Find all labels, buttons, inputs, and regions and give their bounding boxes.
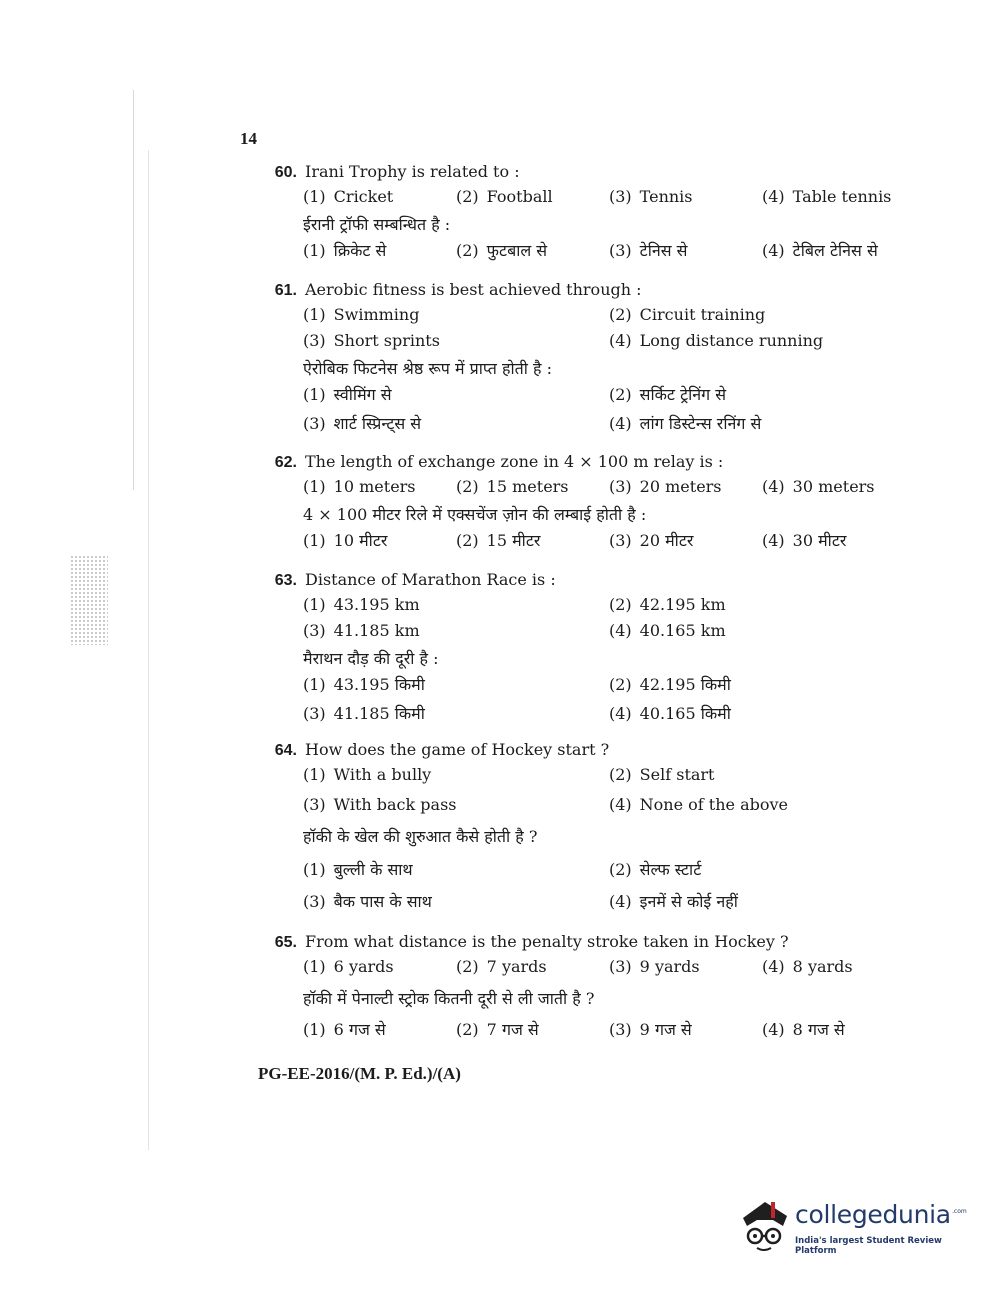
option-4: (4) 8 गज से xyxy=(762,1020,845,1039)
option-2: (2) 15 मीटर xyxy=(456,531,541,550)
options-hi xyxy=(303,1018,915,1044)
option-2: (2) 42.195 किमी xyxy=(609,675,731,694)
option-4: (4) 30 मीटर xyxy=(762,531,847,550)
option-4: (4) Table tennis xyxy=(762,187,892,206)
option-1: (1) 6 yards xyxy=(303,957,394,976)
option-1: (1) 10 meters xyxy=(303,477,416,496)
question-text-en: Irani Trophy is related to : xyxy=(305,162,520,181)
question-number: 60. xyxy=(274,164,297,181)
options-hi-row2 xyxy=(303,702,915,731)
option-3: (3) 41.185 किमी xyxy=(303,704,425,723)
option-2: (2) 7 गज से xyxy=(456,1020,539,1039)
option-2: (2) 15 meters xyxy=(456,477,569,496)
options-en xyxy=(303,957,915,987)
logo-tagline: India's largest Student Review Platform xyxy=(795,1236,942,1256)
question-text-hi: ऐरोबिक फिटनेस श्रेष्ठ रूप में प्राप्त होती है : xyxy=(303,359,552,378)
option-4: (4) None of the above xyxy=(609,795,789,814)
option-2: (2) Circuit training xyxy=(609,305,766,324)
options-en-row1 xyxy=(303,595,915,621)
option-3: (3) Tennis xyxy=(609,187,693,206)
paper-code-footer: PG-EE-2016/(M. P. Ed.)/(A) xyxy=(258,1064,461,1083)
option-1: (1) स्वीमिंग से xyxy=(303,385,392,404)
option-1: (1) 43.195 km xyxy=(303,595,420,614)
options-en-row1 xyxy=(303,305,915,331)
options-hi-row2 xyxy=(303,412,915,441)
options-hi-row2 xyxy=(303,890,915,922)
question-text-hi: हॉकी में पेनाल्टी स्ट्रोक कितनी दूरी से ली जाती है ? xyxy=(303,989,595,1008)
scan-dots xyxy=(70,555,108,645)
options-hi-row1 xyxy=(303,673,915,702)
page-number: 14 xyxy=(240,129,257,148)
mascot-icon xyxy=(737,1196,793,1254)
option-1: (1) 10 मीटर xyxy=(303,531,388,550)
option-3: (3) 20 meters xyxy=(609,477,722,496)
question-number: 64. xyxy=(274,742,297,759)
option-3: (3) Short sprints xyxy=(303,331,440,350)
option-2: (2) फुटबाल से xyxy=(456,241,548,260)
option-4: (4) Long distance running xyxy=(609,331,824,350)
option-3: (3) With back pass xyxy=(303,795,457,814)
options-en-row1 xyxy=(303,765,915,795)
logo-wordmark: collegedunia xyxy=(795,1200,951,1229)
option-2: (2) सेल्फ स्टार्ट xyxy=(609,860,702,879)
options-hi-row1 xyxy=(303,858,915,890)
option-1: (1) 43.195 किमी xyxy=(303,675,425,694)
option-3: (3) 41.185 km xyxy=(303,621,420,640)
option-3: (3) शार्ट स्प्रिन्ट्स से xyxy=(303,414,422,433)
question-text-hi: 4 × 100 मीटर रिले में एक्सचेंज ज़ोन की लम्बाई होती है : xyxy=(303,505,647,524)
options-en-row2 xyxy=(303,795,915,825)
question-60 xyxy=(255,162,915,265)
option-3: (3) बैक पास के साथ xyxy=(303,892,432,911)
option-1: (1) क्रिकेट से xyxy=(303,241,387,260)
question-text-en: How does the game of Hockey start ? xyxy=(305,740,610,759)
option-3: (3) 9 yards xyxy=(609,957,700,976)
option-1: (1) Swimming xyxy=(303,305,420,324)
question-number: 65. xyxy=(274,934,297,951)
option-4: (4) लांग डिस्टेन्स रनिंग से xyxy=(609,414,762,433)
question-63 xyxy=(255,570,915,731)
option-4: (4) 8 yards xyxy=(762,957,853,976)
option-2: (2) सर्किट ट्रेनिंग से xyxy=(609,385,727,404)
options-hi-row1 xyxy=(303,383,915,412)
option-2: (2) 42.195 km xyxy=(609,595,726,614)
option-2: (2) Football xyxy=(456,187,553,206)
question-number: 63. xyxy=(274,572,297,589)
options-en xyxy=(303,477,915,503)
option-3: (3) टेनिस से xyxy=(609,241,688,260)
question-61 xyxy=(255,280,915,441)
question-62 xyxy=(255,452,915,555)
option-4: (4) 40.165 किमी xyxy=(609,704,731,723)
question-text-en: Distance of Marathon Race is : xyxy=(305,570,556,589)
question-number: 61. xyxy=(274,282,297,299)
question-65 xyxy=(255,932,915,1044)
option-2: (2) 7 yards xyxy=(456,957,547,976)
question-64 xyxy=(255,740,915,922)
option-4: (4) 30 meters xyxy=(762,477,875,496)
question-text-hi: ईरानी ट्रॉफी सम्बन्धित है : xyxy=(303,215,451,234)
question-text-en: The length of exchange zone in 4 × 100 m relay is : xyxy=(305,452,724,471)
question-number: 62. xyxy=(274,454,297,471)
options-en xyxy=(303,187,915,213)
option-4: (4) 40.165 km xyxy=(609,621,726,640)
options-en-row2 xyxy=(303,621,915,647)
options-hi xyxy=(303,239,915,265)
collegedunia-logo[interactable] xyxy=(737,1196,967,1256)
options-en-row2 xyxy=(303,331,915,357)
option-2: (2) Self start xyxy=(609,765,715,784)
options-hi xyxy=(303,529,915,555)
option-4: (4) टेबिल टेनिस से xyxy=(762,241,878,260)
option-1: (1) Cricket xyxy=(303,187,394,206)
option-4: (4) इनमें से कोई नहीं xyxy=(609,892,738,911)
option-1: (1) 6 गज से xyxy=(303,1020,386,1039)
question-text-hi: हॉकी के खेल की शुरुआत कैसे होती है ? xyxy=(303,827,538,846)
option-1: (1) With a bully xyxy=(303,765,432,784)
option-1: (1) बुल्ली के साथ xyxy=(303,860,413,879)
option-3: (3) 20 मीटर xyxy=(609,531,694,550)
option-3: (3) 9 गज से xyxy=(609,1020,692,1039)
question-text-hi: मैराथन दौड़ की दूरी है : xyxy=(303,649,439,668)
question-text-en: From what distance is the penalty stroke taken in Hockey ? xyxy=(305,932,789,951)
question-text-en: Aerobic fitness is best achieved through : xyxy=(305,280,642,299)
logo-domain: .com xyxy=(952,1208,967,1215)
